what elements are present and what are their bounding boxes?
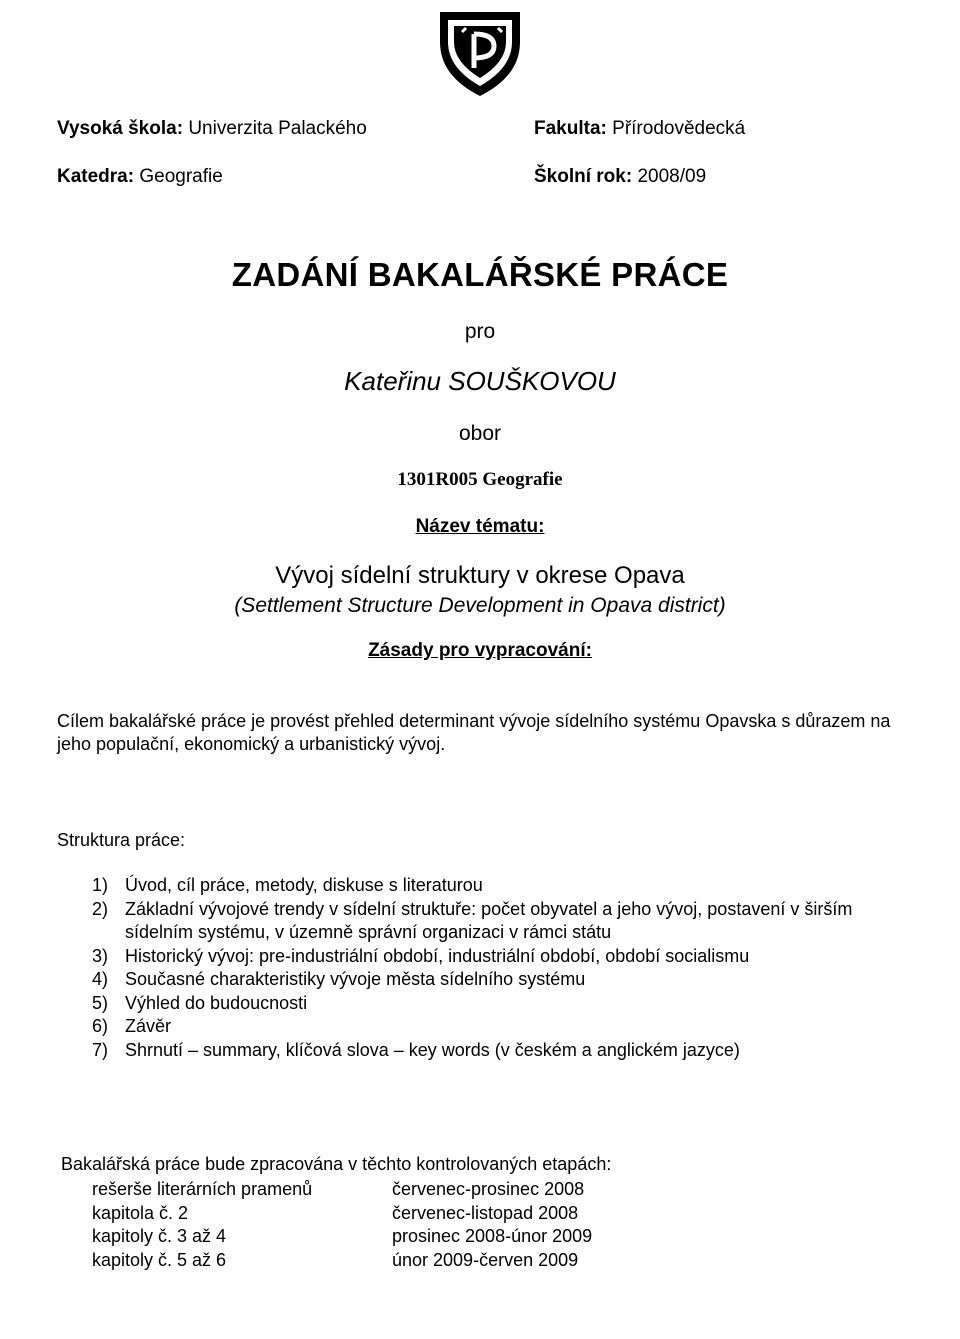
stages-table (92, 1178, 592, 1272)
table-row (92, 1178, 592, 1202)
stage-period: červenec-listopad 2008 (392, 1202, 579, 1223)
university-crest-icon (436, 6, 524, 98)
department-field (57, 166, 223, 188)
list-item (92, 945, 895, 969)
school-year-label: Školní rok: (534, 166, 633, 187)
school-year-value: 2008/09 (637, 166, 707, 187)
stage-period: prosinec 2008-únor 2009 (392, 1226, 593, 1246)
faculty-label: Fakulta: (534, 118, 607, 139)
list-item (92, 1039, 895, 1063)
structure-list (92, 874, 895, 1062)
list-item-number: 4) (92, 969, 109, 989)
document-title: ZADÁNÍ BAKALÁŘSKÉ PRÁCE (231, 256, 729, 293)
student-name: Kateřinu SOUŠKOVOU (344, 366, 616, 396)
list-item-text: Shrnutí – summary, klíčová slova – key words (v českém a anglickém jazyce) (125, 1039, 740, 1060)
list-item (92, 992, 895, 1016)
list-item-number: 7) (92, 1039, 109, 1060)
list-item-text: Výhled do budoucnosti (125, 992, 308, 1013)
school-label: Vysoká škola: (57, 118, 184, 139)
list-item (92, 874, 895, 898)
list-item (92, 1015, 895, 1039)
principles-label: Zásady pro vypracování: (368, 640, 592, 661)
stage-item: rešerše literárních pramenů (92, 1179, 313, 1199)
principles-text: Cílem bakalářské práce je provést přehled determinant vývoje sídelního systému Opavska s důrazem na jeho populační, ekonomický a urbanistický vývoj. (57, 711, 891, 754)
table-row (92, 1202, 592, 1226)
list-item-number: 1) (92, 875, 109, 895)
list-item-number: 5) (92, 992, 109, 1013)
stage-item: kapitola č. 2 (92, 1202, 189, 1223)
table-row (92, 1249, 592, 1273)
topic-title-cs: Vývoj sídelní struktury v okrese Opava (275, 562, 685, 589)
list-item (92, 898, 895, 945)
list-item-number: 2) (92, 898, 109, 919)
faculty-field (534, 118, 745, 140)
stages-label: Bakalářská práce bude zpracována v těchto kontrolovaných etapách: (61, 1154, 612, 1174)
topic-title-en: (Settlement Structure Development in Opava district) (234, 594, 726, 617)
stage-period: červenec-prosinec 2008 (392, 1179, 585, 1199)
stage-period: únor 2009-červen 2009 (392, 1249, 579, 1270)
structure-label: Struktura práce: (57, 830, 186, 850)
pro-label: pro (464, 320, 496, 343)
faculty-value: Přírodovědecká (612, 118, 746, 139)
list-item-text: Základní vývojové trendy v sídelní struktuře: počet obyvatel a jeho vývoj, postavení v širším sídelním systému, v územně správní organizaci v rámci státu (125, 898, 853, 942)
stage-item: kapitoly č. 5 až 6 (92, 1249, 227, 1270)
school-field (57, 118, 367, 140)
list-item-text: Závěr (125, 1016, 172, 1036)
school-value: Univerzita Palackého (188, 118, 367, 139)
obor-label: obor (458, 422, 502, 445)
stage-item: kapitoly č. 3 až 4 (92, 1226, 227, 1246)
table-row (92, 1225, 592, 1249)
list-item-text: Úvod, cíl práce, metody, diskuse s literaturou (125, 875, 483, 895)
department-label: Katedra: (57, 166, 135, 187)
school-year-field (534, 166, 706, 188)
list-item-text: Současné charakteristiky vývoje města sídelního systému (125, 969, 586, 989)
obor-code: 1301R005 Geografie (397, 469, 563, 490)
list-item-number: 6) (92, 1016, 109, 1036)
department-value: Geografie (139, 166, 223, 187)
list-item-text: Historický vývoj: pre-industriální období, industriální období, období socialismu (125, 945, 750, 966)
list-item (92, 968, 895, 992)
list-item-number: 3) (92, 945, 109, 966)
topic-label: Název tématu: (415, 516, 545, 537)
